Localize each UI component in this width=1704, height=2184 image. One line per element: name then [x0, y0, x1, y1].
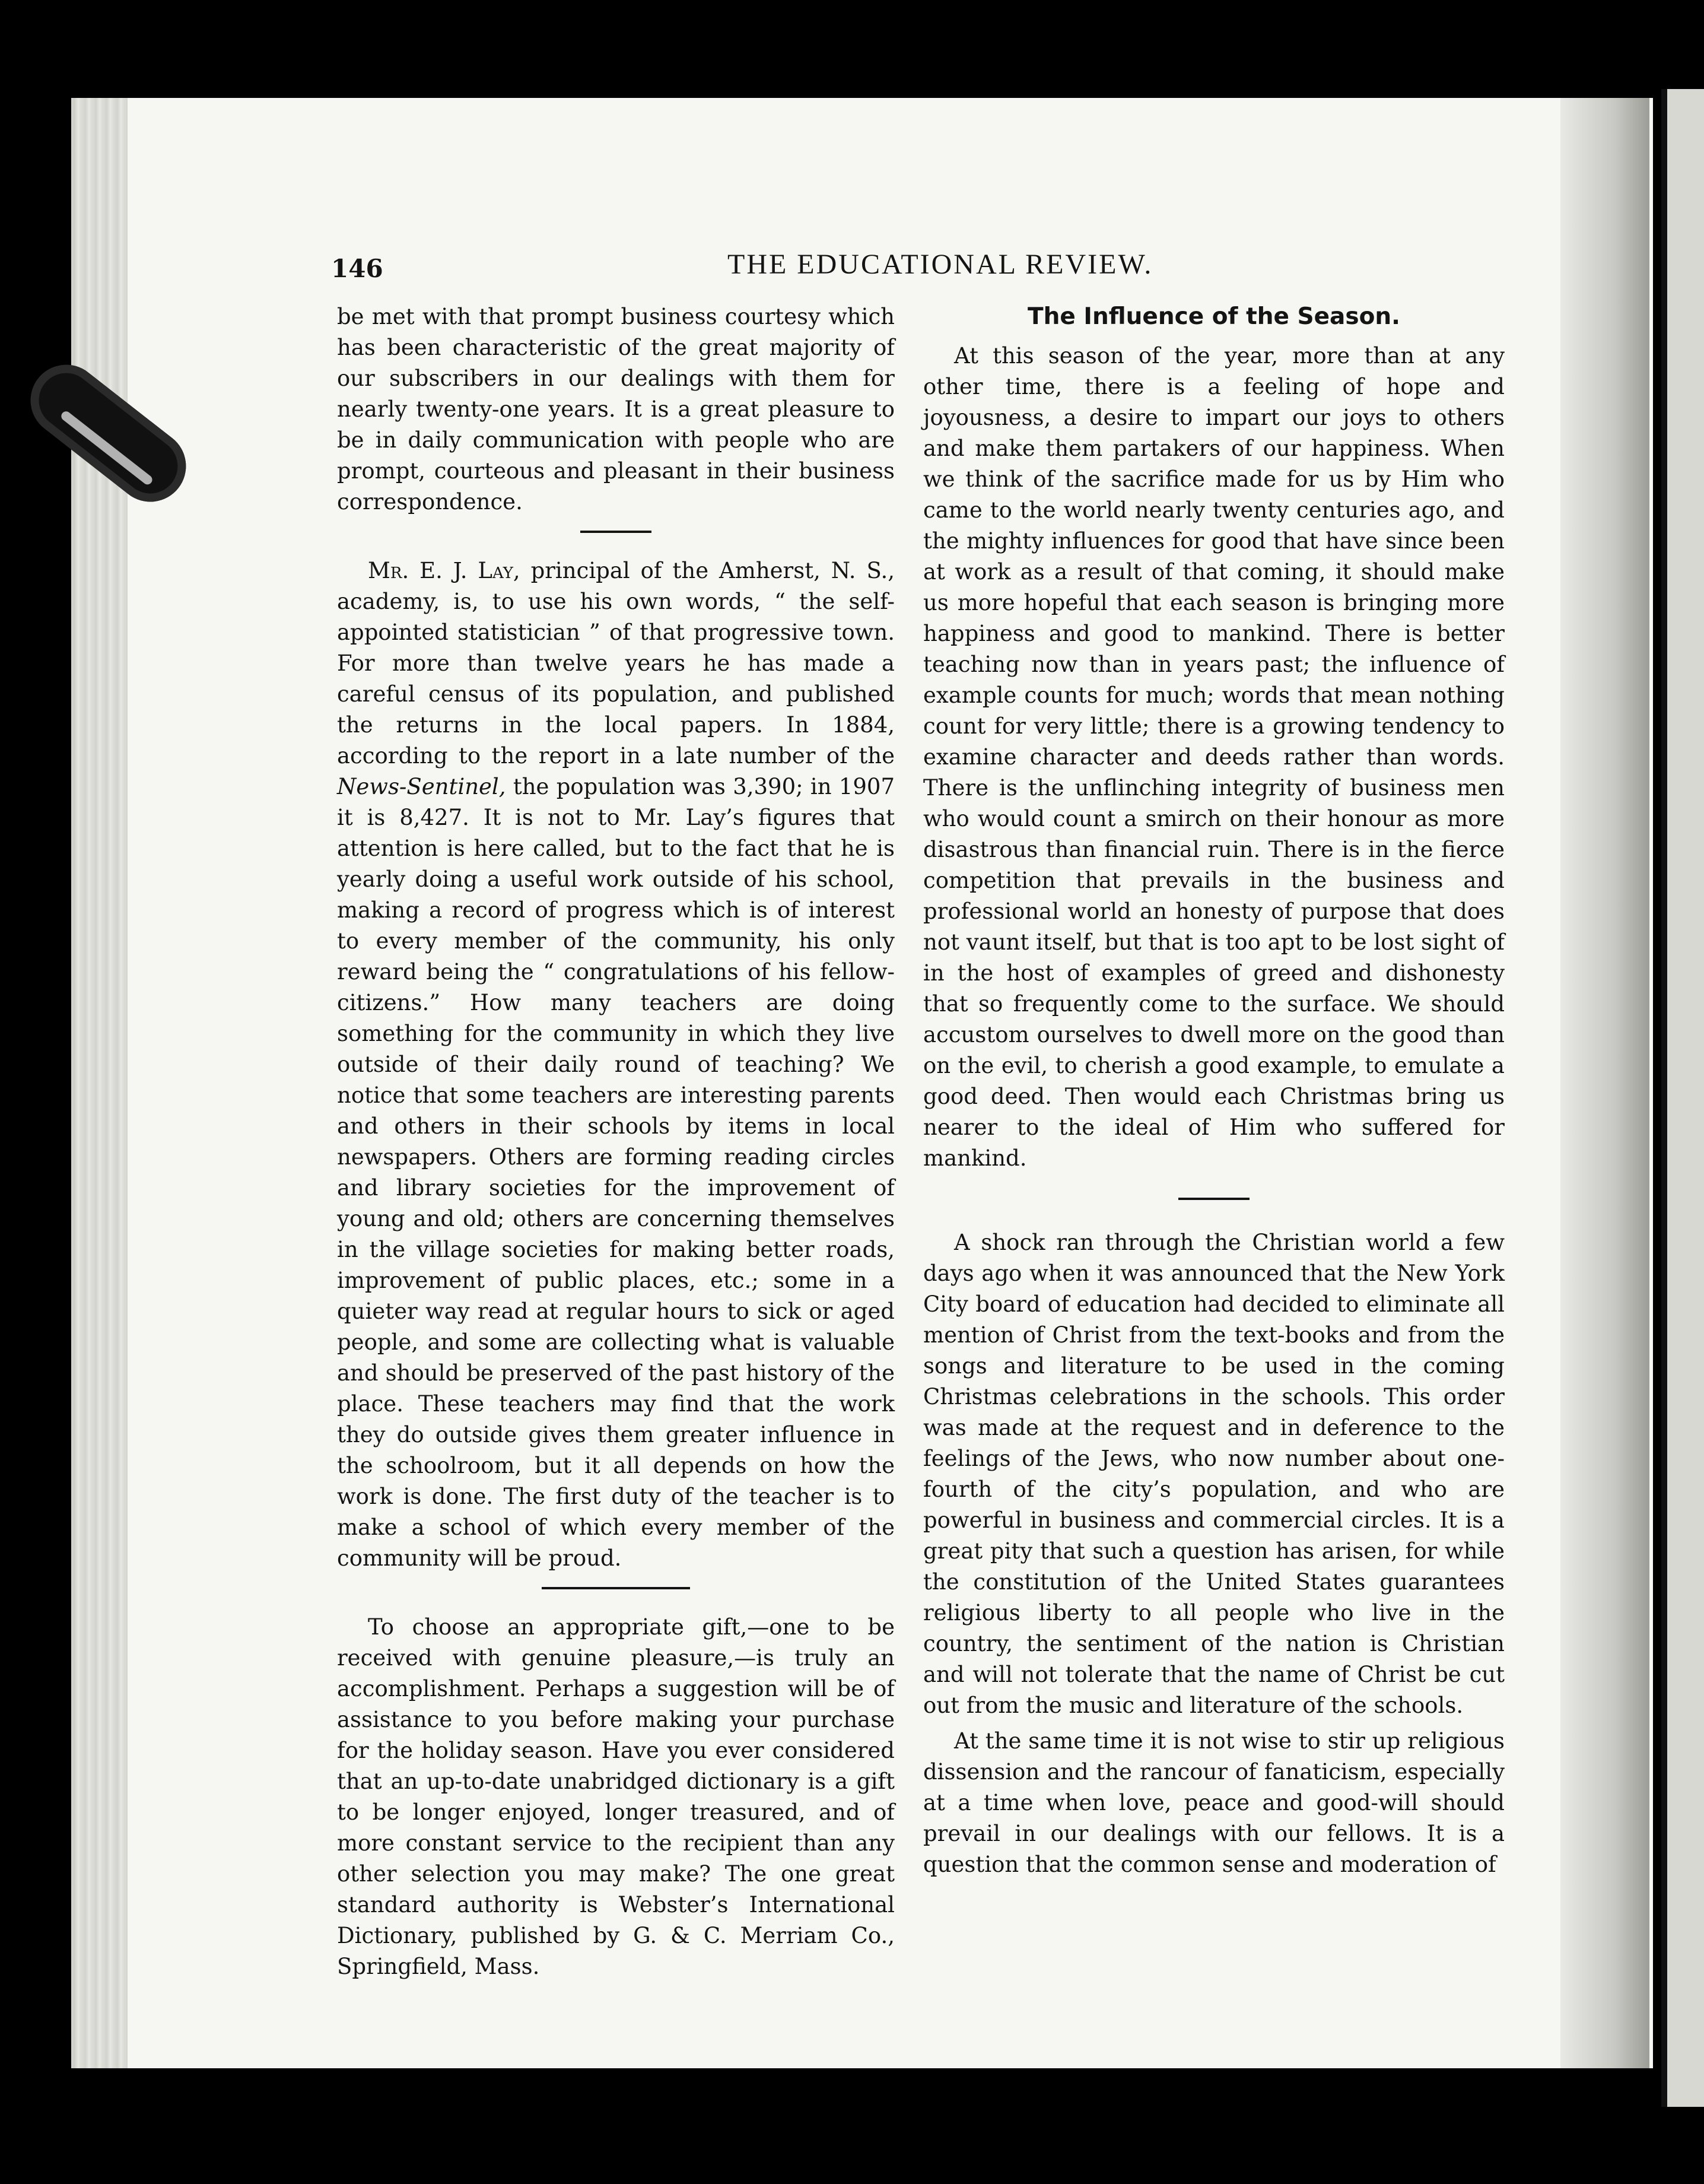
influence-paragraph: At this season of the year, more than at any other time, there is a feeling of hope and joyousness, a desire to impart our joys to others and make them partakers of our happiness. When we think of the sacrifice made for us by Him who came to the world nearly twenty centuries ago, and the mighty influences for good that have since been at work as a result of that coming, it should make us more hopeful that each season is bringing more happiness and good to mankind. There is better teaching now than in years past; the influence of example counts for much; words that mean nothing count for very little; there is a growing tendency to examine character and deeds rather than words. There is the unflinching integrity of business men who would count a smirch on their honour as more disastrous than financial ruin. There is in the fierce competition that prevails in the business and professional world an honesty of purpose that does not vaunt itself, but that is too apt to be lost sight of in the host of examples of greed and dishonesty that so frequently come to the surface. We should accustom ourselves to dwell more on the good than on the evil, to cherish a good example, to emulate a good deed. Then would each Christmas bring us nearer to the ideal of Him who suffered for mankind.: [923, 343, 1505, 1171]
section-divider: [542, 1587, 690, 1589]
section-heading: The Influence of the Season.: [1028, 303, 1400, 330]
section-divider: [580, 531, 651, 533]
right-column: [923, 301, 1505, 1880]
lay-text-part2: the population was 3,390; in 1907 it is 8,427. It is not to Mr. Lay’s figures that attention is here called, but to the fact that he is yearly doing a useful work outside of his school, making a record of progress which is of interest to every member of the community, his only reward being the “ congratulations of his fellow-citizens.” How many teachers are doing something for the community in which they live outside of their daily round of teaching? We notice that some teachers are interesting parents and others in their schools by items in local newspapers. Others are forming reading circles and library societies for the improvement of young and old; others are concerning themselves in the village societies for making better roads, improvement of public places, etc.; some in a quieter way read at regular hours to sick or aged people, and some are collecting what is valuable and should be preserved of the past history of the place. These teachers may find that the work they do outside gives them greater influence in the schoolroom, but it all depends on how the work is done. The first duty of the teacher is to make a school of which every member of the community will be proud.: [337, 774, 895, 1571]
running-title: THE EDUCATIONAL REVIEW.: [727, 249, 1153, 280]
lay-paragraph: [337, 555, 895, 1574]
shock-paragraph: A shock ran through the Christian world a few days ago when it was announced that the New York City board of education had decided to eliminate all mention of Christ from the text-books and from the songs and literature to be used in the coming Christmas celebrations in the schools. This order was made at the request and in deference to the feelings of the Jews, who now number about one-fourth of the city’s population, and who are powerful in business and commercial circles. It is a great pity that such a question has arisen, for while the constitution of the United States guarantees religious liberty to all people who live in the country, the sentiment of the nation is Christian and will not tolerate that the name of Christ be cut out from the music and literature of the schools.: [923, 1230, 1505, 1718]
continuation-paragraph: be met with that prompt business courtesy which has been characteristic of the great majority of our subscribers in our dealings with them for nearly twenty-one years. It is a great pleasure to be in daily communication with people who are prompt, courteous and pleasant in their business correspondence.: [337, 304, 895, 515]
adjacent-page-edge: [1661, 89, 1704, 2107]
newspaper-title: News-Sentinel,: [337, 774, 506, 799]
gift-paragraph: To choose an appropriate gift,—one to be received with genuine pleasure,—is truly an accomplishment. Perhaps a suggestion will be of assistance to you before making your purchase for the holiday season. Have you ever considered that an up-to-date unabridged dictionary is a gift to be longer enjoyed, longer treasured, and of more constant service to the recipient than any other selection you may make? The one great standard authority is Webster’s International Dictionary, published by G. & C. Merriam Co., Springfield, Mass.: [337, 1614, 895, 1979]
lay-name: Mr. E. J. Lay,: [368, 558, 520, 583]
section-divider: [1178, 1198, 1250, 1200]
page-number: 146: [331, 254, 383, 283]
left-column: [337, 301, 895, 1982]
lay-text-part1: principal of the Amherst, N. S., academy, is, to use his own words, “ the self-appointed statistician ” of that progressive town. For more than twelve years he has made a careful census of its population, and published the returns in the local papers. In 1884, according to the report in a late number of the: [337, 558, 895, 769]
page-right-shadow: [1560, 98, 1649, 2068]
same-time-paragraph: At the same time it is not wise to stir up religious dissension and the rancour of fanaticism, especially at a time when love, peace and good-will should prevail in our dealings with our fellows. It is a question that the common sense and moderation of: [923, 1728, 1505, 1877]
